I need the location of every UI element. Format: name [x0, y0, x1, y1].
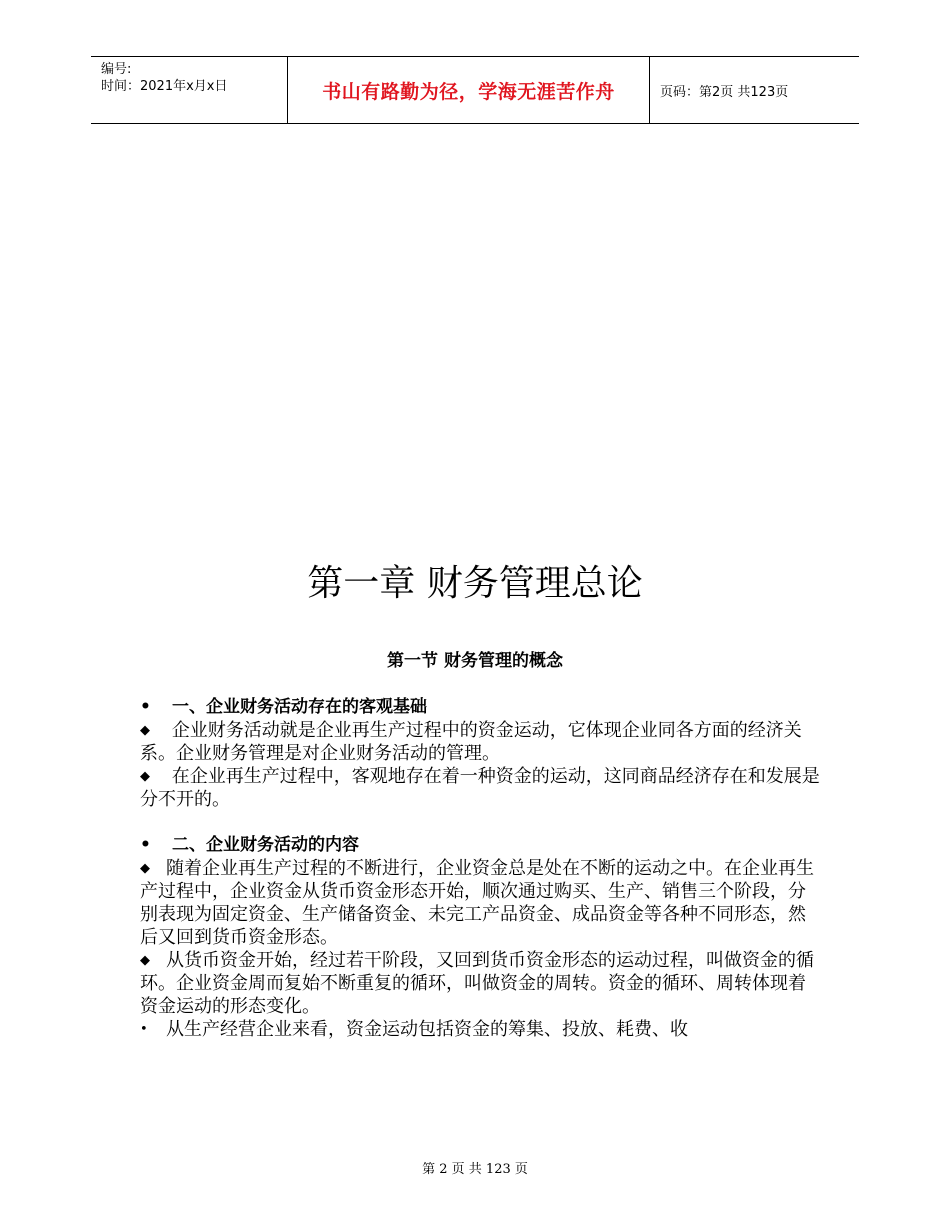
paragraph: [140, 719, 820, 765]
time-label: 时间：2021年x月x日: [101, 79, 228, 94]
diamond-bullet-icon: ◆: [140, 861, 150, 876]
heading-2: [140, 834, 820, 857]
paragraph-text: 企业财务活动就是企业再生产过程中的资金运动，它体现企业同各方面的经济关系。企业财务管理是对企业财务活动的管理。: [140, 720, 802, 764]
bullet-icon: •: [140, 697, 151, 717]
paragraph: [140, 765, 820, 811]
number-label: 编号:: [101, 62, 132, 77]
paragraph: [140, 1018, 820, 1041]
page-footer: 第 2 页 共 123 页: [422, 1162, 528, 1177]
paragraph-text: 从货币资金开始，经过若干阶段，又回到货币资金形态的运动过程，叫做资金的循环。企业资金周而复始不断重复的循环，叫做资金的周转。资金的循环、周转体现着资金运动的形态变化。: [140, 950, 814, 1017]
header-page-info: 页码：第2页 共123页: [660, 84, 789, 100]
section-title: 第一节 财务管理的概念: [387, 651, 563, 671]
paragraph-text: 随着企业再生产过程的不断进行，企业资金总是处在不断的运动之中。在企业再生产过程中，企业资金从货币资金形态开始，顺次通过购买、生产、销售三个阶段，分别表现为固定资金、生产储备资金、未完工产品资金、成品资金等各种不同形态，然后又回到货币资金形态。: [140, 858, 814, 948]
bullet-icon: •: [140, 835, 151, 855]
paragraph: [140, 949, 820, 1018]
chapter-title: 第一章 财务管理总论: [307, 563, 643, 604]
body-content: [140, 696, 820, 1041]
heading-text: 二、企业财务活动的内容: [172, 835, 359, 855]
paragraph-text: 从生产经营企业来看，资金运动包括资金的筹集、投放、耗费、收: [166, 1019, 688, 1040]
page-header: [91, 56, 859, 124]
header-meta: [91, 57, 287, 123]
diamond-bullet-icon: ◆: [140, 769, 150, 784]
diamond-bullet-icon: ◆: [140, 953, 150, 968]
paragraph-text: 在企业再生产过程中，客观地存在着一种资金的运动，这同商品经济存在和发展是分不开的。: [140, 766, 820, 810]
header-motto: 书山有路勤为径，学海无涯苦作舟: [287, 57, 650, 123]
diamond-bullet-icon: ◆: [140, 723, 150, 738]
paragraph: [140, 857, 820, 949]
heading-1: [140, 696, 820, 719]
heading-text: 一、企业财务活动存在的客观基础: [172, 697, 427, 717]
bullet-icon: •: [140, 1022, 148, 1037]
